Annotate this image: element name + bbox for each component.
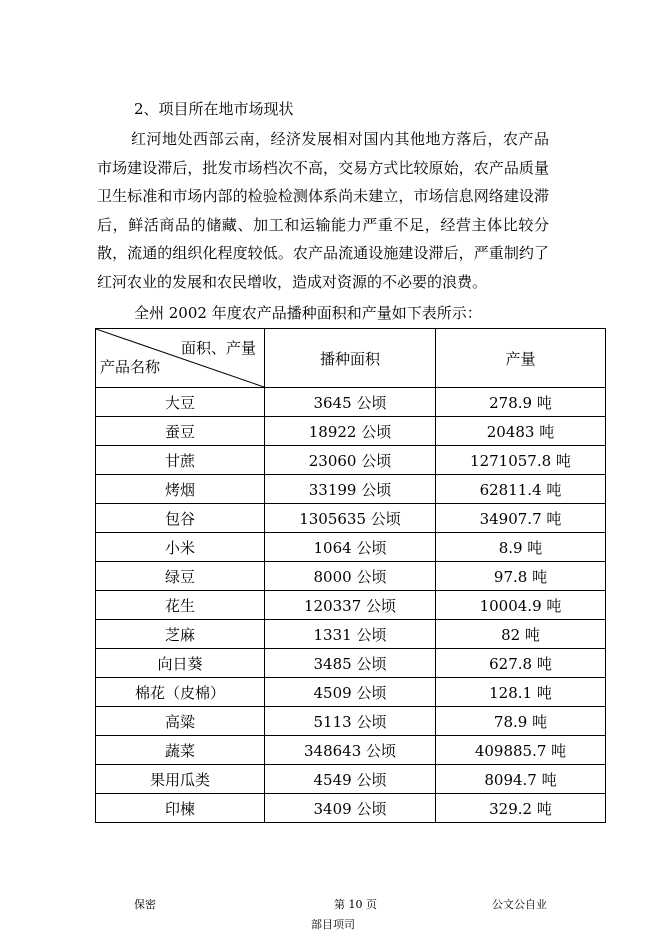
footer-left: 保密 xyxy=(134,898,156,911)
cell-output: 409885.7 吨 xyxy=(436,736,606,765)
cell-product-name: 烤烟 xyxy=(96,475,265,504)
diagonal-header-cell xyxy=(96,329,265,388)
table-row xyxy=(96,736,606,765)
footer-right: 公文公自业 xyxy=(492,898,547,911)
cell-area: 33199 公顷 xyxy=(265,475,436,504)
col-header-output: 产量 xyxy=(436,329,606,388)
cell-area: 3409 公顷 xyxy=(265,794,436,823)
cell-product-name: 棉花（皮棉） xyxy=(96,678,265,707)
table-row xyxy=(96,794,606,823)
cell-area: 348643 公顷 xyxy=(265,736,436,765)
cell-output: 62811.4 吨 xyxy=(436,475,606,504)
cell-area: 5113 公顷 xyxy=(265,707,436,736)
cell-area: 3485 公顷 xyxy=(265,649,436,678)
cell-output: 8094.7 吨 xyxy=(436,765,606,794)
cell-area: 120337 公顷 xyxy=(265,591,436,620)
cell-area: 18922 公顷 xyxy=(265,417,436,446)
cell-product-name: 花生 xyxy=(96,591,265,620)
cell-product-name: 小米 xyxy=(96,533,265,562)
cell-output: 10004.9 吨 xyxy=(436,591,606,620)
cell-product-name: 蔬菜 xyxy=(96,736,265,765)
table-header-row xyxy=(96,329,606,388)
table-row xyxy=(96,765,606,794)
diag-top-label: 面积、产量 xyxy=(180,339,256,357)
market-status-paragraph: 红河地处西部云南，经济发展相对国内其他地方落后，农产品市场建设滞后，批发市场档次不高，交易方式比较原始，农产品质量卫生标准和市场内部的检验检测体系尚未建立，市场信息网络建设滞后，鲜活商品的储藏、加工和运输能力严重不足，经营主体比较分散，流通的组织化程度较低。农产品流通设施建设滞后，严重制约了红河农业的发展和农民增收，造成对资源的不必要的浪费。 xyxy=(97,130,549,291)
table-row xyxy=(96,649,606,678)
cell-output: 20483 吨 xyxy=(436,417,606,446)
cell-area: 4549 公顷 xyxy=(265,765,436,794)
cell-product-name: 包谷 xyxy=(96,504,265,533)
cell-area: 1064 公顷 xyxy=(265,533,436,562)
cell-product-name: 向日葵 xyxy=(96,649,265,678)
table-row xyxy=(96,504,606,533)
table-intro: 全州 2002 年度农产品播种面积和产量如下表所示： xyxy=(134,304,482,322)
table-row xyxy=(96,620,606,649)
cell-output: 78.9 吨 xyxy=(436,707,606,736)
cell-area: 23060 公顷 xyxy=(265,446,436,475)
cell-product-name: 果用瓜类 xyxy=(96,765,265,794)
diag-bottom-label: 产品名称 xyxy=(100,358,161,376)
table-row xyxy=(96,562,606,591)
table-row xyxy=(96,388,606,417)
table-row xyxy=(96,533,606,562)
footer-bottom: 部目项司 xyxy=(311,918,355,931)
cell-output: 34907.7 吨 xyxy=(436,504,606,533)
table-row xyxy=(96,446,606,475)
cell-output: 329.2 吨 xyxy=(436,794,606,823)
table-row xyxy=(96,417,606,446)
cell-area: 4509 公顷 xyxy=(265,678,436,707)
cell-product-name: 甘蔗 xyxy=(96,446,265,475)
cell-product-name: 芝麻 xyxy=(96,620,265,649)
cell-output: 128.1 吨 xyxy=(436,678,606,707)
cell-area: 8000 公顷 xyxy=(265,562,436,591)
cell-output: 278.9 吨 xyxy=(436,388,606,417)
cell-area: 1305635 公顷 xyxy=(265,504,436,533)
cell-product-name: 高粱 xyxy=(96,707,265,736)
table-row xyxy=(96,591,606,620)
cell-output: 1271057.8 吨 xyxy=(436,446,606,475)
cell-product-name: 大豆 xyxy=(96,388,265,417)
cell-output: 82 吨 xyxy=(436,620,606,649)
col-header-area: 播种面积 xyxy=(265,329,436,388)
cell-output: 627.8 吨 xyxy=(436,649,606,678)
crop-area-output-table xyxy=(95,328,606,823)
cell-product-name: 绿豆 xyxy=(96,562,265,591)
cell-output: 8.9 吨 xyxy=(436,533,606,562)
cell-product-name: 印楝 xyxy=(96,794,265,823)
cell-area: 1331 公顷 xyxy=(265,620,436,649)
table-row xyxy=(96,678,606,707)
table-row xyxy=(96,707,606,736)
cell-area: 3645 公顷 xyxy=(265,388,436,417)
cell-output: 97.8 吨 xyxy=(436,562,606,591)
cell-product-name: 蚕豆 xyxy=(96,417,265,446)
section-heading: 2、项目所在地市场现状 xyxy=(134,100,294,118)
table-row xyxy=(96,475,606,504)
footer-page-number: 第 10 页 xyxy=(334,898,377,911)
